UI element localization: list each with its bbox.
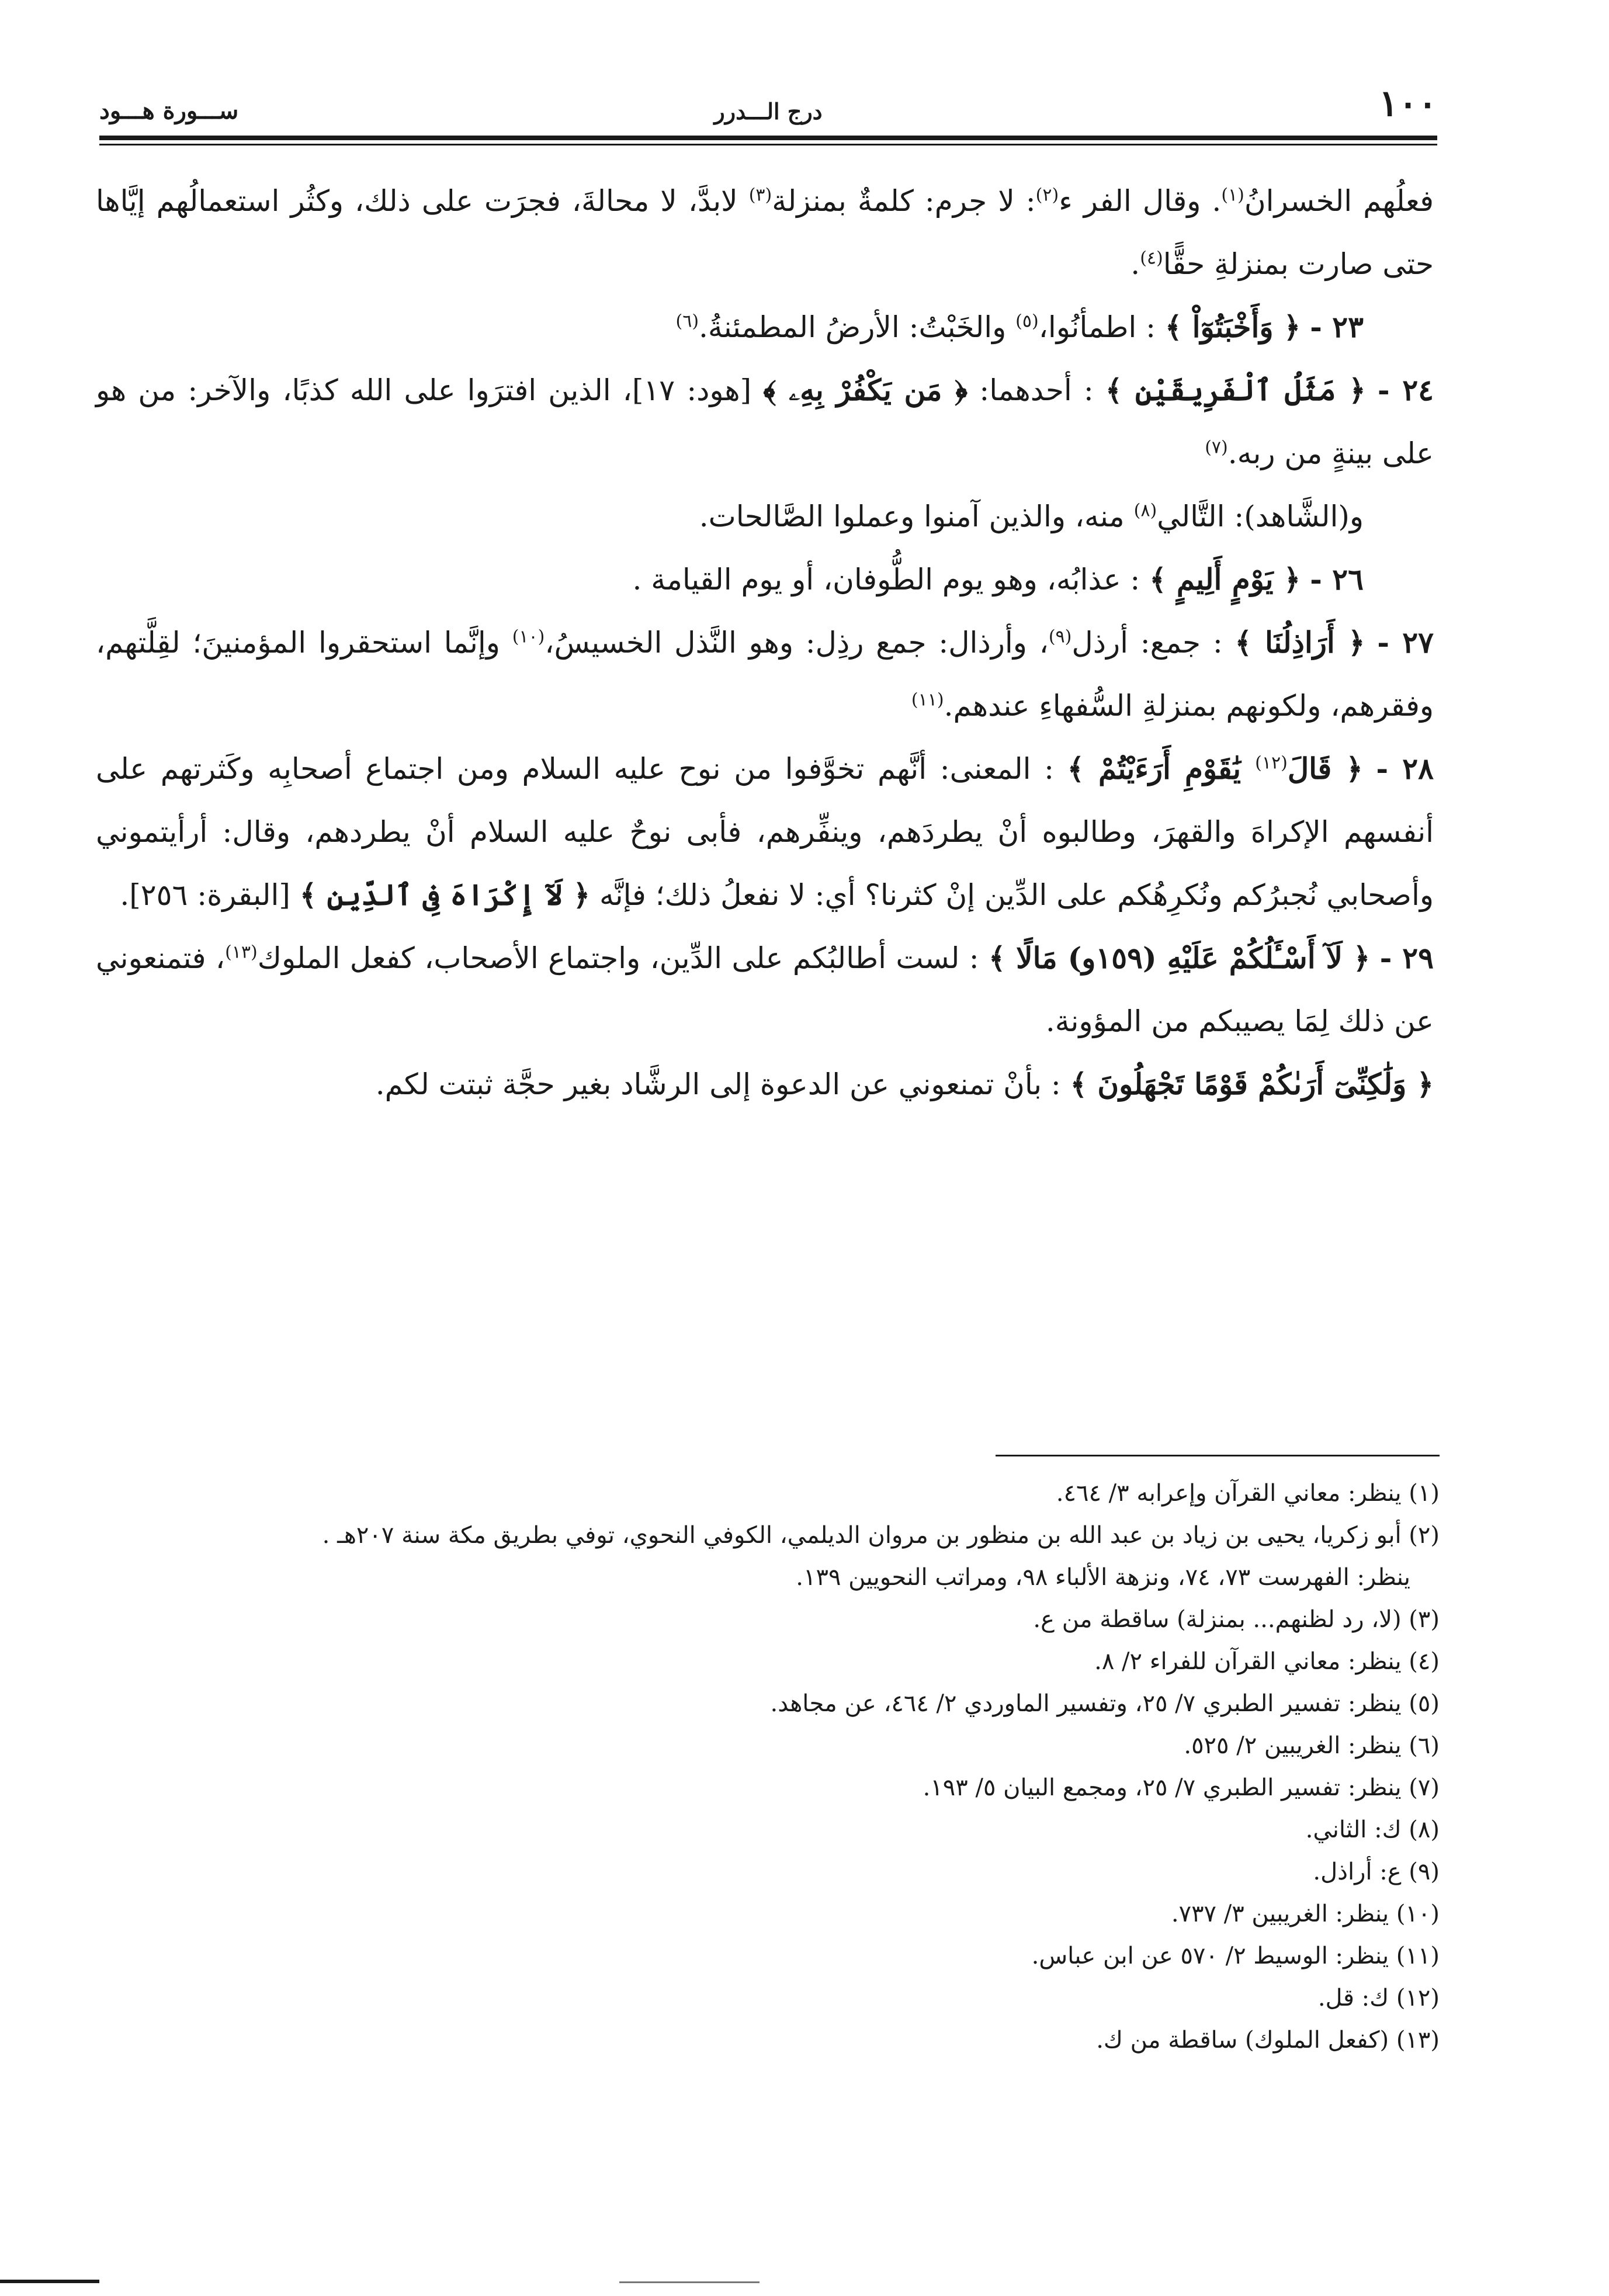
footnote-ref: (٧) <box>1205 437 1228 458</box>
footnote-11: (١١) ينظر: الوسيط ٢/ ٥٧٠ عن ابن عباس. <box>1031 1943 1440 1969</box>
footnote-ref: (٣) <box>748 185 772 206</box>
verse-24: ٢٤ - ﴿ مَثَلُ ٱلْفَرِيقَيْنِ ﴾ : أحدهما: ﴿ مَن يَكْفُرْ بِهِۦ ﴾ [هود: ١٧]، الذين افترَوا على الله كذبًا، والآخر: من هو على بينةٍ من ربه.$^{(٧)}$ <box>96 373 1434 470</box>
page-number: ١٠٠ <box>1379 82 1437 124</box>
header-rule <box>99 136 1437 140</box>
verse-29-cont: ﴿ وَلَٰكِنِّىٓ أَرَىٰكُمْ قَوْمًا تَجْهَلُونَ ﴾ : بأنْ تمنعوني عن الدعوة إلى الرشَّاد بغير حجَّة ثبتت لكم. <box>375 1067 1434 1101</box>
footnote-1: (١) ينظر: معاني القرآن وإعرابه ٣/ ٤٦٤. <box>1056 1480 1440 1507</box>
footnote-10: (١٠) ينظر: الغريبين ٣/ ٧٣٧. <box>1171 1900 1440 1927</box>
footnote-13: (١٣) (كفعل الملوك) ساقطة من ك. <box>1096 2027 1440 2054</box>
footnote-6: (٦) ينظر: الغريبين ٢/ ٥٢٥. <box>1184 1732 1440 1759</box>
footnotes <box>96 1472 1440 2061</box>
intro-paragraph: فعلُهم الخسرانُ$^{(١)}$. وقال الفر ء$^{(٢)}$: لا جرم: كلمةٌ بمنزلة$^{(٣)}$ لابدَّ، لا محالةَ، فجرَت على ذلك، وكثُر استعمالُهم إيَّاها حتى صارت بمنزلةِ حقًّا$^{(٤)}$. <box>96 184 1434 281</box>
footnote-9: (٩) ع: أراذل. <box>1313 1858 1440 1885</box>
footnote-8: (٨) ك: الثاني. <box>1305 1816 1440 1843</box>
footnote-12: (١٢) ك: قل. <box>1317 1985 1440 2011</box>
footnote-ref: (٦) <box>675 311 699 332</box>
footnote-ref: (١٣) <box>225 942 258 963</box>
verse-27: ٢٧ - ﴿ أَرَاذِلُنَا ﴾ : جمع: أرذل$^{(٩)}$، وأرذال: جمع رذِل: وهو النَّذل الخسيسُ،$^{(١٠)}$ وإنَّما استحقروا المؤمنينَ؛ لقِلَّتهم، وفقرهم، ولكونهم بمنزلةِ السُّفهاءِ عندهم.$^{(١١)}$ <box>96 625 1434 723</box>
quran-quote: ﴿ يَوْمٍ أَلِيمٍ ﴾ <box>1149 562 1301 596</box>
book-title: درج الـــدرر <box>714 98 823 124</box>
surah-title: ســـورة هـــود <box>99 97 239 124</box>
footnote-ref: (٥) <box>1015 311 1039 332</box>
footnote-7: (٧) ينظر: تفسير الطبري ٧/ ٢٥، ومجمع البيان ٥/ ١٩٣. <box>923 1774 1440 1801</box>
footnote-2: (٢) أبو زكريا، يحيى بن زياد بن عبد الله بن منظور بن مروان الديلمي، الكوفي النحوي، توفي بطريق مكة سنة ٢٠٧هـ . <box>322 1522 1440 1549</box>
footnote-ref: (١١) <box>911 689 944 710</box>
quran-quote: ﴿ مَثَلُ ٱلْفَرِيقَيْنِ ﴾ <box>1105 373 1366 407</box>
quran-quote: ﴿ قَالَ <box>1287 751 1363 786</box>
footnote-ref: (١٠) <box>512 626 545 647</box>
verse-28: ٢٨ - ﴿ قَالَ$^{(١٢)}$ يَٰقَوْمِ أَرَءَيْتُمْ ﴾ : المعنى: أنَّهم تخوَّفوا من نوح عليه السلام ومن اجتماع أصحابِه وكَثرتهم على أنفسهم الإكراهَ والقهرَ، وطالبوه أنْ يطردَهم، وينفِّرهم، فأبى نوحٌ عليه السلام أنْ يطردهم، وقال: أرأيتموني وأصحابي نُجبرُكم ونُكرِهُكم على الدِّين إنْ كثرنا؟ أي: لا نفعلُ ذلك؛ فإنَّه ﴿ لَآ إِكْرَاهَ فِى ٱلدِّينِ ﴾ [البقرة: ٢٥٦]. <box>96 751 1434 912</box>
footnote-ref: (٩) <box>1048 626 1072 647</box>
quran-quote: ﴿ لَآ إِكْرَاهَ فِى ٱلدِّينِ ﴾ <box>299 878 591 912</box>
quran-quote: ﴿ مَن يَكْفُرْ بِهِۦ ﴾ <box>763 373 968 407</box>
scan-edge-mark <box>0 2280 99 2283</box>
footnote-2-continuation: ينظر: الفهرست ٧٣، ٧٤، ونزهة الألباء ٩٨، ومراتب النحويين ١٣٩. <box>796 1564 1410 1591</box>
verse-23: ٢٣ - ﴿ وَأَخْبَتُوٓاْ ﴾ : اطمأنُوا،$^{(٥)}$ والخَبْتُ: الأرضُ المطمئنةُ.$^{(٦)}$ <box>675 310 1364 344</box>
footnote-ref: (٤) <box>1140 248 1163 269</box>
main-text <box>96 169 1434 1116</box>
header-rule-thin <box>99 144 1437 145</box>
footnote-ref: (٢) <box>1035 185 1059 206</box>
quran-quote: ﴿ وَلَٰكِنِّىٓ أَرَىٰكُمْ قَوْمًا تَجْهَلُونَ ﴾ <box>1070 1067 1434 1101</box>
footnote-4: (٤) ينظر: معاني القرآن للفراء ٢/ ٨. <box>1094 1648 1440 1675</box>
footnote-3: (٣) (لا، رد لظنهم... بمنزلة) ساقطة من ع. <box>1033 1606 1440 1633</box>
verse-26: ٢٦ - ﴿ يَوْمٍ أَلِيمٍ ﴾ : عذابُه، وهو يوم الطُّوفان، أو يوم القيامة . <box>632 562 1364 596</box>
quran-quote: ﴿ لَآ أَسْـَٔلُكُمْ عَلَيْهِ (١٥٩و) مَالًا ﴾ <box>988 941 1371 975</box>
verse-29: ٢٩ - ﴿ لَآ أَسْـَٔلُكُمْ عَلَيْهِ (١٥٩و) مَالًا ﴾ : لست أطالبُكم على الدِّين، واجتماع الأصحاب، كفعل الملوك$^{(١٣)}$، فتمنعوني عن ذلك لِمَا يصيبكم من المؤونة. <box>96 941 1434 1038</box>
quran-quote: يَٰقَوْمِ أَرَءَيْتُمْ ﴾ <box>1067 751 1256 786</box>
footnote-5: (٥) ينظر: تفسير الطبري ٧/ ٢٥، وتفسير الماوردي ٢/ ٤٦٤، عن مجاهد. <box>770 1690 1440 1717</box>
shahid-line: و(الشَّاهد): التَّالي$^{(٨)}$ منه، والذين آمنوا وعملوا الصَّالحات. <box>699 500 1364 533</box>
scan-edge-mark <box>619 2281 760 2283</box>
quran-quote: ﴿ وَأَخْبَتُوٓاْ ﴾ <box>1164 310 1301 344</box>
quran-quote: ﴿ أَرَاذِلُنَا ﴾ <box>1235 625 1365 660</box>
footnote-ref: (١) <box>1221 185 1244 206</box>
footnote-ref: (٨) <box>1133 500 1157 521</box>
footnote-rule <box>996 1455 1440 1456</box>
footnote-ref: (١٢) <box>1255 752 1288 774</box>
